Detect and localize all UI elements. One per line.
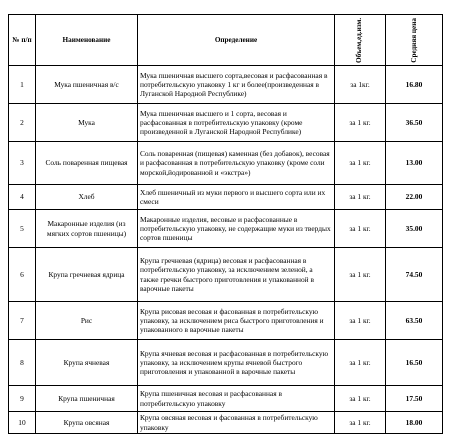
row-unit: за 1 кг.: [335, 412, 386, 434]
row-definition: Соль поваренная (пищевая) каменная (без добавок), весовая и расфасованная в потребительскую упаковку (кроме соли морской,йодированной и «экстра»): [138, 142, 335, 185]
row-unit: за 1 кг.: [335, 302, 386, 340]
table-row: [9, 248, 443, 302]
row-definition: Крупа рисовая весовая и фасованная в потребительскую упаковку, за исключением риса быстрого приготовления и упакованного в варочные пакеты: [138, 302, 335, 340]
row-price: 36.50: [386, 104, 443, 142]
header-definition: Определение: [138, 15, 335, 66]
table-row: [9, 210, 443, 248]
table-row: [9, 142, 443, 185]
row-unit: за 1 кг.: [335, 386, 386, 412]
row-name: Мука пшеничная в/с: [36, 66, 138, 104]
table-row: [9, 340, 443, 386]
table-row: [9, 302, 443, 340]
header-name: Наименование: [36, 15, 138, 66]
table-row: [9, 412, 443, 434]
table-row: [9, 386, 443, 412]
row-definition: Мука пшеничная высшего сорта,весовая и расфасованная в потребительскую упаковку 1 кг и более(произведенная в Луганской Народной Республике): [138, 66, 335, 104]
row-unit: за 1кг.: [335, 66, 386, 104]
row-definition: Макаронные изделия, весовые и расфасованные в потребительскую упаковку, не содержащие муки из твердых сортов пшеницы: [138, 210, 335, 248]
row-num: 6: [9, 248, 36, 302]
row-name: Макаронные изделия (из мягких сортов пшеницы): [36, 210, 138, 248]
header-price: Средняя цена: [386, 15, 443, 66]
row-name: Соль поваренная пищевая: [36, 142, 138, 185]
header-row: [9, 15, 443, 66]
row-num: 8: [9, 340, 36, 386]
row-unit: за 1 кг.: [335, 340, 386, 386]
row-name: Крупа гречневая ядрица: [36, 248, 138, 302]
header-unit: Объем,ед.изм.: [335, 15, 386, 66]
row-unit: за 1 кг.: [335, 185, 386, 210]
row-unit: за 1 кг.: [335, 210, 386, 248]
row-price: 35.00: [386, 210, 443, 248]
row-name: Хлеб: [36, 185, 138, 210]
row-definition: Хлеб пшеничный из муки первого и высшего сорта или их смеси: [138, 185, 335, 210]
row-price: 74.50: [386, 248, 443, 302]
row-definition: Мука пшеничная высшего и 1 сорта, весовая и расфасованная в потребительскую упаковку (кроме произведенной в Луганской Народной Республике): [138, 104, 335, 142]
row-num: 10: [9, 412, 36, 434]
row-price: 18.00: [386, 412, 443, 434]
row-num: 3: [9, 142, 36, 185]
row-num: 5: [9, 210, 36, 248]
row-price: 22.00: [386, 185, 443, 210]
row-definition: Крупа ячневая весовая и расфасованная в потребительскую упаковку, за исключением крупы ячневой быстрого приготовления и упакованной в варочные пакеты: [138, 340, 335, 386]
row-unit: за 1 кг.: [335, 142, 386, 185]
row-num: 9: [9, 386, 36, 412]
row-price: 16.80: [386, 66, 443, 104]
row-num: 2: [9, 104, 36, 142]
row-num: 1: [9, 66, 36, 104]
row-num: 4: [9, 185, 36, 210]
row-price: 16.50: [386, 340, 443, 386]
table-row: [9, 185, 443, 210]
row-name: Крупа овсяная: [36, 412, 138, 434]
row-price: 13.00: [386, 142, 443, 185]
row-unit: за 1 кг.: [335, 104, 386, 142]
header-num: № п/п: [9, 15, 36, 66]
row-unit: за 1 кг.: [335, 248, 386, 302]
row-name: Крупа ячневая: [36, 340, 138, 386]
row-name: Мука: [36, 104, 138, 142]
row-name: Рис: [36, 302, 138, 340]
table-row: [9, 104, 443, 142]
row-definition: Крупа овсяная весовая и фасованная в потребительскую упаковку: [138, 412, 335, 434]
price-table: [8, 14, 443, 434]
row-definition: Крупа гречневая (ядрица) весовая и расфасованная в потребительскую упаковку, за исключением зеленой, а также гречки быстрого приготовления и упакованной в варочные пакеты: [138, 248, 335, 302]
row-definition: Крупа пшеничная весовая и расфасованная в потребительскую упаковку: [138, 386, 335, 412]
table-row: [9, 66, 443, 104]
row-name: Крупа пшеничная: [36, 386, 138, 412]
row-price: 17.50: [386, 386, 443, 412]
row-num: 7: [9, 302, 36, 340]
row-price: 63.50: [386, 302, 443, 340]
